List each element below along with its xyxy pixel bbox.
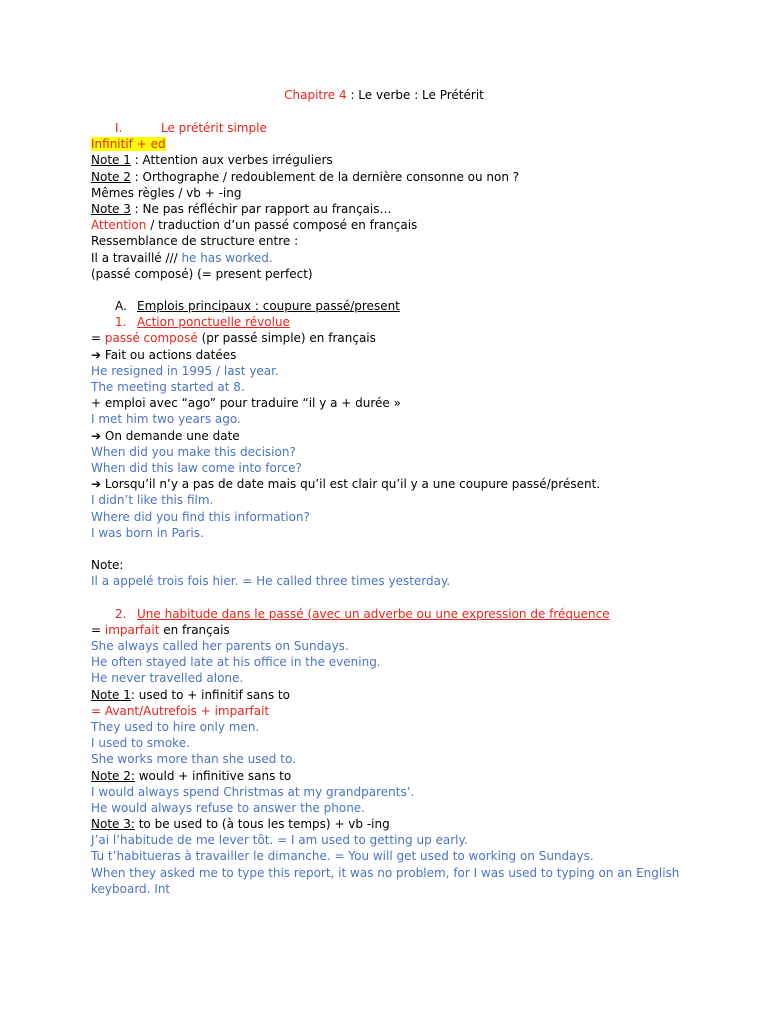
note-text: : Ne pas réfléchir par rapport au français…: [130, 201, 392, 216]
note-line: [91, 816, 691, 832]
text: Lorsqu’il n’y a pas de date mais qu’il est clair qu’il y a une coupure passé/présent.: [104, 477, 601, 492]
note-line: [91, 687, 691, 703]
note-line: [91, 169, 691, 185]
arrow-right-icon: ➔: [91, 477, 102, 492]
text-suffix: en français: [159, 622, 230, 637]
arrow-right-icon: ➔: [91, 347, 102, 362]
note-text: : used to + infinitif sans to: [130, 687, 290, 702]
example-line: I would always spend Christmas at my grandparents’.: [91, 784, 415, 799]
text-line: [91, 428, 691, 444]
note-label: Note 1: [91, 687, 131, 702]
item-number: 1.: [115, 315, 127, 330]
note-text: to be used to (à tous les temps) + vb -ing: [134, 817, 390, 832]
example-line: When did you make this decision?: [91, 444, 296, 459]
example-line: Tu t’habitueras à travailler le dimanche. = You will get used to working on Sundays.: [91, 849, 594, 864]
note-line: [91, 201, 691, 217]
page-title: [0, 87, 768, 103]
text-line: (passé composé) (= present perfect): [91, 266, 313, 281]
text-line: [91, 250, 691, 266]
text: Fait ou actions datées: [104, 347, 237, 362]
example-line: She always called her parents on Sundays.: [91, 639, 349, 653]
text-prefix: =: [91, 331, 105, 346]
text-line: [91, 347, 691, 363]
formula-line: [91, 136, 691, 152]
highlighted-formula: Infinitif + ed: [91, 137, 166, 152]
attention-line: [91, 217, 691, 233]
example-line: I used to smoke.: [91, 736, 190, 751]
arrow-right-icon: ➔: [91, 428, 102, 443]
chapter-subtitle: : Le verbe : Le Prétérit: [346, 88, 484, 102]
section-number: I.: [115, 121, 123, 135]
example-line: He would always refuse to answer the phone.: [91, 800, 365, 815]
chapter-label: Chapitre 4: [284, 88, 347, 102]
example-line: keyboard. Int: [91, 881, 171, 896]
attention-word: Attention: [91, 218, 147, 233]
item-label: Une habitude dans le passé (avec un adverbe ou une expression de fréquence: [137, 606, 610, 621]
item-label: Action ponctuelle révolue: [137, 315, 290, 330]
red-term: imparfait: [104, 622, 160, 637]
note-label: Note 3: [91, 201, 131, 216]
text-suffix: (pr passé simple) en français: [197, 331, 376, 346]
example-line: The meeting started at 8.: [91, 380, 245, 394]
text-prefix: =: [91, 622, 105, 637]
document-body: [91, 120, 691, 897]
example-line: I met him two years ago.: [91, 412, 241, 427]
example-line: J’ai l’habitude de me lever tôt. = I am used to getting up early.: [91, 833, 468, 848]
note-text: would + infinitive sans to: [134, 768, 292, 783]
attention-text: / traduction d’un passé composé en français: [146, 218, 418, 233]
text-line: [91, 330, 691, 346]
note-line: [91, 768, 691, 784]
section-heading-1: [91, 120, 691, 136]
item-number: 2.: [115, 606, 127, 621]
subsection-number: A.: [115, 299, 127, 314]
blank-line: [91, 541, 691, 557]
note-label: Note 3:: [91, 817, 135, 832]
subsection-label: Emplois principaux : coupure passé/present: [137, 299, 400, 314]
note-label: Note 2: [91, 169, 131, 184]
note-label: Note 2:: [91, 768, 135, 783]
example-line: They used to hire only men.: [91, 719, 260, 734]
text-line: Ressemblance de structure entre :: [91, 234, 299, 249]
example-line: When they asked me to type this report, it was no problem, for I was used to typing on an English: [91, 865, 680, 880]
rule-line: = Avant/Autrefois + imparfait: [91, 703, 270, 718]
example-line: I didn’t like this film.: [91, 493, 214, 508]
blank-line: [91, 589, 691, 605]
note-label: Note 1: [91, 153, 131, 168]
example-line: He never travelled alone.: [91, 671, 244, 686]
example-line: Where did you find this information?: [91, 509, 310, 524]
subsection-heading-a: [91, 298, 691, 314]
note-text: : Attention aux verbes irréguliers: [130, 153, 333, 168]
example-line: She works more than she used to.: [91, 752, 296, 767]
text-line: Note:: [91, 558, 124, 573]
text: On demande une date: [104, 428, 240, 443]
example-line: He resigned in 1995 / last year.: [91, 363, 279, 378]
example-line: Il a appelé trois fois hier. = He called three times yesterday.: [91, 574, 451, 589]
text-line: [91, 476, 691, 492]
example-line: I was born in Paris.: [91, 525, 204, 540]
example-line: He often stayed late at his office in the evening.: [91, 655, 381, 670]
note-text: : Orthographe / redoublement de la dernière consonne ou non ?: [130, 169, 520, 184]
text-line: [91, 622, 691, 638]
note-line: [91, 152, 691, 168]
french-text: Il a travaillé ///: [91, 250, 182, 265]
english-example: he has worked.: [181, 250, 273, 265]
section-label: Le prétérit simple: [161, 121, 267, 135]
example-line: When did this law come into force?: [91, 460, 302, 475]
item-heading-2: [91, 606, 691, 622]
text-line: Mêmes règles / vb + -ing: [91, 185, 242, 200]
red-term: passé composé: [104, 331, 198, 346]
text-line: + emploi avec “ago” pour traduire “il y a + durée »: [91, 396, 401, 411]
item-heading-1: [91, 314, 691, 330]
blank-line: [91, 282, 691, 298]
